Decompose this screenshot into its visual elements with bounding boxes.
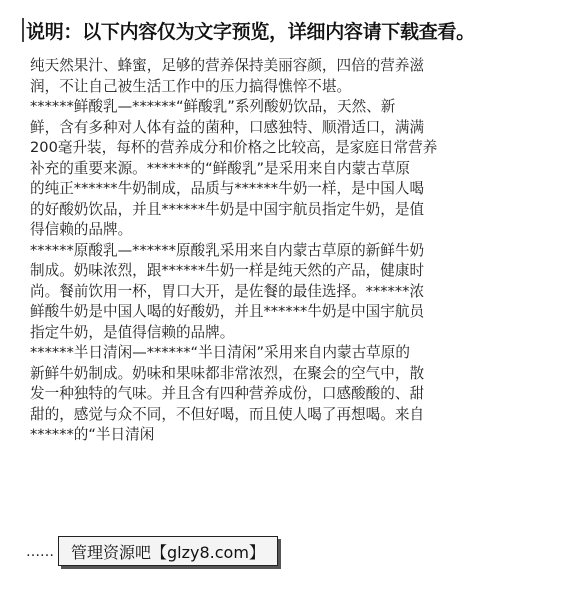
text-line: 鲜，含有多种对人体有益的菌种，口感独特、顺滑适口，满满 — [30, 118, 425, 136]
text-line: 的好酸奶饮品，并且******牛奶是中国宇航员指定牛奶，是值 — [30, 200, 425, 218]
text-line: 甜的，感觉与众不同，不但好喝，而且使人喝了再想喝。来自 — [30, 405, 425, 423]
preview-notice: 说明：以下内容仅为文字预览，详细内容请下载查看。 — [26, 20, 475, 43]
text-line: ******的“半日清闲 — [30, 426, 155, 443]
text-line: ******原酸乳—******原酸乳采用来自内蒙古草原的新鲜牛奶 — [30, 241, 425, 259]
preview-notice-bar — [22, 14, 552, 46]
text-line: 尚。餐前饮用一杯，胃口大开，是佐餐的最佳选择。******浓 — [30, 282, 425, 300]
text-line: 发一种独特的气味。并且含有四种营养成份，口感酸酸的、甜 — [30, 385, 425, 402]
text-line: 200毫升装，每杯的营养成分和价格之比较高，是家庭日常营养 — [30, 139, 438, 156]
text-line: 润，不让自己被生活工作中的压力搞得憔悴不堪。 — [30, 77, 352, 95]
text-line: 指定牛奶，是值得信赖的品牌。 — [30, 323, 235, 341]
text-line: ******半日清闲—******“半日清闲”采用来自内蒙古草原的 — [30, 344, 410, 361]
text-line: 补充的重要来源。******的“鲜酸乳”是采用来自内蒙古草原 — [30, 159, 410, 177]
text-line: 的纯正******牛奶制成，品质与******牛奶一样，是中国人喝 — [30, 180, 425, 197]
document-body — [30, 56, 560, 446]
site-badge[interactable]: 管理资源吧【glzy8.com】 — [58, 536, 278, 566]
text-line: 得信赖的品牌。 — [30, 221, 133, 238]
ellipsis: …… — [26, 544, 54, 560]
text-cursor — [22, 18, 24, 42]
footer-area — [26, 532, 356, 566]
text-line: 鲜酸牛奶是中国人喝的好酸奶，并且******牛奶是中国宇航员 — [30, 303, 425, 320]
text-line: ******鲜酸乳—******“鲜酸乳”系列酸奶饮品，天然、新 — [30, 98, 396, 115]
text-line: 制成。奶味浓烈，跟******牛奶一样是纯天然的产品，健康时 — [30, 262, 425, 279]
text-line: 新鲜牛奶制成。奶味和果味都非常浓烈，在聚会的空气中，散 — [30, 364, 425, 382]
text-line: 纯天然果汁、蜂蜜，足够的营养保持美丽容颜，四倍的营养滋 — [30, 57, 425, 74]
